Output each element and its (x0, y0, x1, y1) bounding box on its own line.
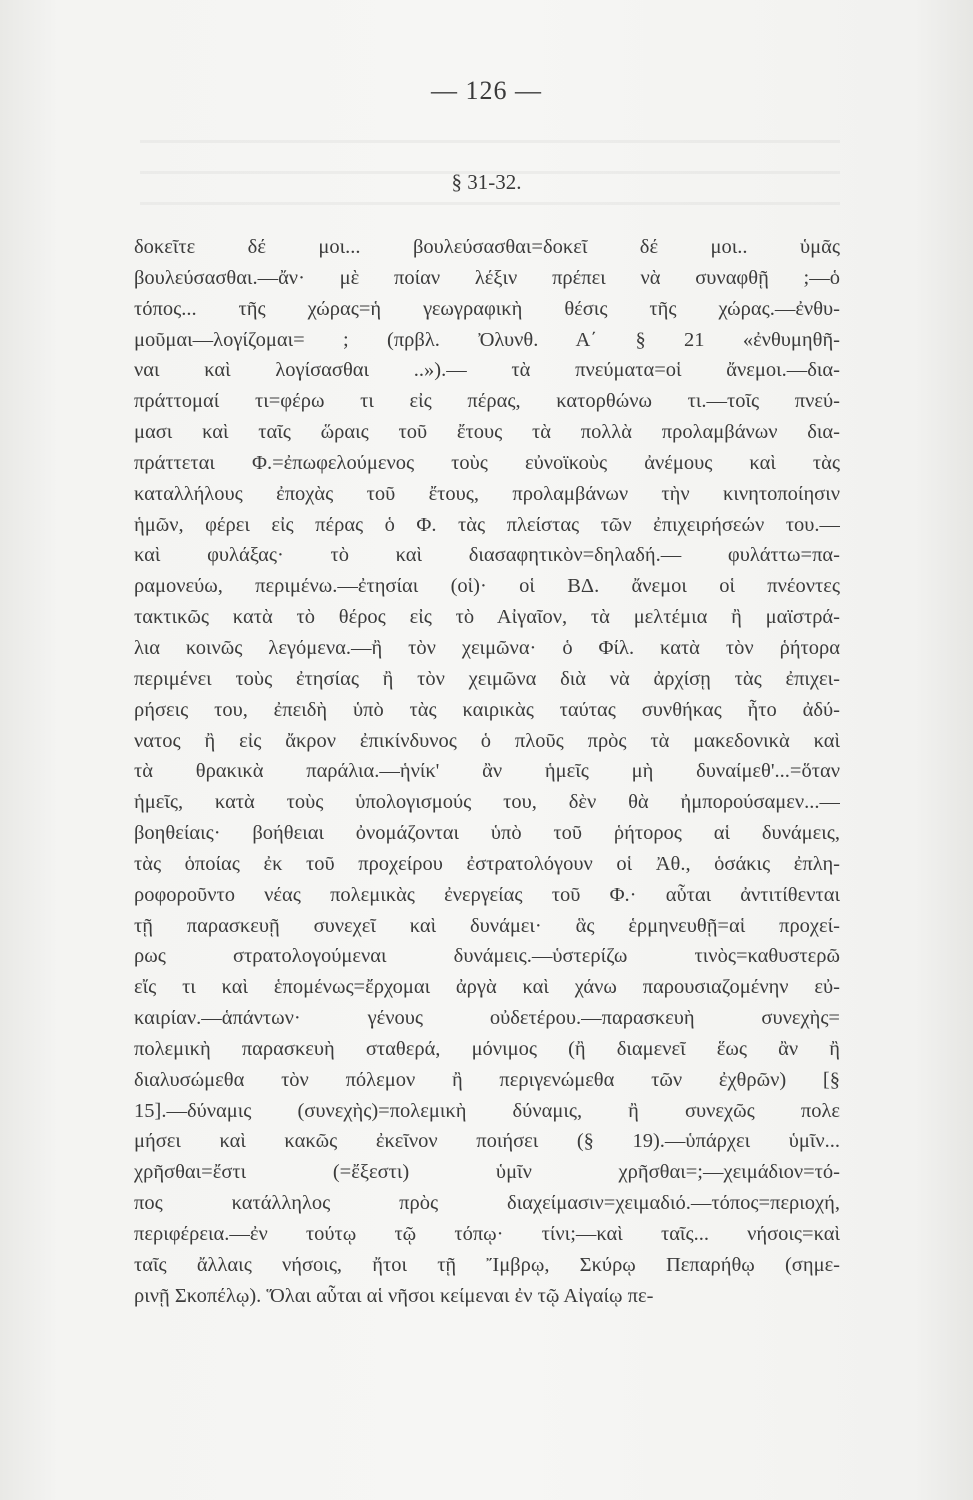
text-line: εἴς τι καὶ ἑπομένως=ἔρχομαι ἀργὰ καὶ χάνω παρουσιαζομένην εὐ- (134, 976, 840, 999)
text-line: τῇ παρασκευῇ συνεχεῖ καὶ δυνάμει· ἃς ἑρμηνευθῇ=αἱ προχεί- (134, 914, 840, 937)
text-line: τὰ θρακικὰ παράλια.—ἡνίκ' ἂν ἡμεῖς μὴ δυναίμεθ'...=ὅταν (134, 760, 840, 783)
text-line: ροφοροῦντο νέας πολεμικὰς ἐνεργείας τοῦ Φ.· αὗται ἀντιτίθενται (134, 883, 840, 906)
text-line: 15].—δύναμις (συνεχὴς)=πολεμικὴ δύναμις, ἢ συνεχῶς πολε (134, 1099, 840, 1122)
text-line: μοῦμαι—λογίζομαι= ; (πρβλ. Ὀλυνθ. Α΄ § 21 «ἐνθυμηθῆ- (134, 328, 840, 351)
text-line: βουλεύσασθαι.—ἄν· μὲ ποίαν λέξιν πρέπει νὰ συναφθῇ ;—ὁ (134, 266, 840, 289)
section-reference: § 31-32. (451, 170, 522, 194)
text-line: περιφέρεια.—ἐν τούτῳ τῷ τόπῳ· τίνι;—καὶ ταῖς... νήσοις=καὶ (134, 1223, 840, 1245)
page-number: — 126 — (431, 76, 542, 105)
text-line: ραμονεύω, περιμένω.—ἐτησίαι (οἱ)· οἱ ΒΔ. ἄνεμοι οἱ πνέοντες (134, 575, 840, 598)
text-line: διαλυσώμεθα τὸν πόλεμον ἢ περιγενώμεθα τῶν ἐχθρῶν) [§ (134, 1068, 840, 1091)
text-line: καὶ φυλάξας· τὸ καὶ διασαφητικὸν=δηλαδή.— φυλάττω=πα- (134, 544, 840, 567)
text-line: ἡμῶν, φέρει εἰς πέρας ὁ Φ. τὰς πλείστας τῶν ἐπιχειρήσεών του.— (134, 513, 840, 536)
text-line: ρινῇ Σκοπέλῳ). Ὅλαι αὗται αἱ νῆσοι κείμεναι ἐν τῷ Αἰγαίῳ πε- (134, 1284, 654, 1307)
text-line: τακτικῶς κατὰ τὸ θέρος εἰς τὸ Αἰγαῖον, τὰ μελτέμια ἢ μαϊστρά- (134, 606, 840, 629)
text-line: πράττομαί τι=φέρω τι εἰς πέρας, κατορθώνω τι.—τοῖς πνεύ- (134, 390, 840, 413)
text-line: χρῆσθαι=ἔστι (=ἔξεστι) ὑμῖν χρῆσθαι=;—χειμάδιον=τό- (134, 1161, 840, 1184)
text-line: καταλλήλους ἐποχὰς τοῦ ἔτους, προλαμβάνων τὴν κινητοποίησιν (134, 482, 840, 505)
text-line: βοηθείαις· βοήθειαι ὀνομάζονται ὑπὸ τοῦ ῥήτορος αἱ δυνάμεις, (134, 822, 840, 845)
text-line: μήσει καὶ κακῶς ἐκεῖνον ποιήσει (§ 19).—ὑπάρχει ὑμῖν... (134, 1130, 840, 1153)
text-line: πος κατάλληλος πρὸς διαχείμασιν=χειμαδιό.—τόπος=περιοχή, (134, 1192, 840, 1215)
text-line: τόπος... τῆς χώρας=ἡ γεωγραφικὴ θέσις τῆς χώρας.—ἐνθυ- (134, 297, 840, 320)
text-line: περιμένει τοὺς ἐτησίας ἢ τὸν χειμῶνα διὰ νὰ ἀρχίσῃ τὰς ἐπιχει- (134, 667, 840, 690)
text-line: πολεμικὴ παρασκευὴ σταθερά, μόνιμος (ἢ διαμενεῖ ἕως ἂν ἢ (134, 1037, 840, 1060)
text-line: τὰς ὁποίας ἐκ τοῦ προχείρου ἐστρατολόγουν οἱ Ἀθ., ὁσάκις ἐπλη- (134, 852, 840, 875)
text-line: καιρίαν.—ἁπάντων· γένους οὐδετέρου.—παρασκευὴ συνεχὴς= (134, 1007, 840, 1030)
text-line: ρως στρατολογούμεναι δυνάμεις.—ὑστερίζω τινὸς=καθυστερῶ (134, 945, 840, 968)
commentary-text (134, 232, 840, 1312)
text-line: μασι καὶ ταῖς ὥραις τοῦ ἔτους τὰ πολλὰ προλαμβάνων δια- (134, 421, 840, 444)
text-line: ναι καὶ λογίσασθαι ..»).— τὰ πνεύματα=οἱ ἄνεμοι.—δια- (134, 359, 840, 382)
text-line: λια κοινῶς λεγόμενα.—ἢ τὸν χειμῶνα· ὁ Φίλ. κατὰ τὸν ῥήτορα (134, 636, 840, 659)
text-line: ἡμεῖς, κατὰ τοὺς ὑπολογισμούς του, δὲν θὰ ἠμπορούσαμεν...— (134, 791, 840, 814)
text-line: ταῖς ἄλλαις νήσοις, ἤτοι τῇ Ἴμβρῳ, Σκύρῳ Πεπαρήθῳ (σημε- (134, 1253, 840, 1276)
text-line: νατος ἢ εἰς ἄκρον ἐπικίνδυνος ὁ πλοῦς πρὸς τὰ μακεδονικὰ καὶ (134, 729, 840, 752)
text-line: δοκεῖτε δέ μοι... βουλεύσασθαι=δοκεῖ δέ μοι.. ὑμᾶς (134, 236, 840, 258)
text-line: ρήσεις του, ἐπειδὴ ὑπὸ τὰς καιρικὰς ταύτας συνθήκας ἦτο ἀδύ- (134, 698, 840, 721)
text-line: πράττεται Φ.=ἐπωφελούμενος τοὺς εὐνοϊκοὺς ἀνέμους καὶ τὰς (134, 451, 840, 474)
